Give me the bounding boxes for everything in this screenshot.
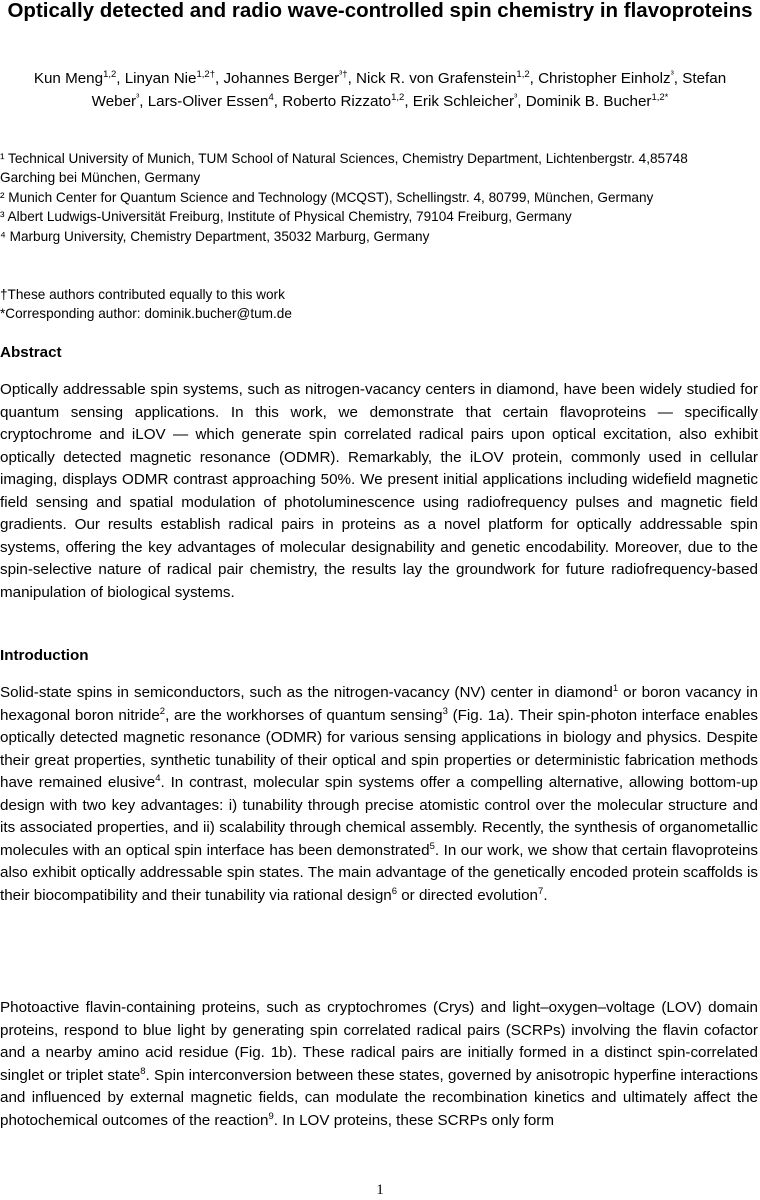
author-list: Kun Meng$^{1,2}$, Linyan Nie$^{1,2\dagger}$, Johannes Berger$^{^3\dagger}$, Nick R. von Grafenstein$^{1,2}$, Christopher Einholz$^{^3}$, Stefan Weber$^{^3}$, Lars-Oliver Essen$^4$, Roberto Rizzato$^{1,2}$, Erik Schleicher$^{^3}$, Dominik B. Bucher$^{1,2*}$ — [33, 68, 727, 110]
author-name: Stefan Weber — [91, 70, 727, 110]
author-affiliation-marker: 1,2 — [391, 91, 405, 103]
citation-marker: 1 — [612, 682, 619, 694]
introduction-heading: Introduction — [0, 647, 89, 664]
affiliation-line — [0, 207, 740, 226]
citation-marker: 2 — [159, 705, 166, 717]
author-name: Linyan Nie — [124, 70, 197, 87]
affiliation-marker: ⁴ — [0, 228, 6, 244]
author-name: Kun Meng — [33, 70, 104, 87]
affiliation-text: Munich Center for Quantum Science and Technology (MCQST), Schellingstr. 4, 80799, München, Germany — [4, 189, 654, 205]
introduction-paragraph-1: Solid-state spins in semiconductors, such as the nitrogen-vacancy (NV) center in diamond$^1$ or boron vacancy in hexagonal boron nitride$^2$, are the workhorses of quantum sensing$^3$ (Fig. 1a). Their spin-photon interface enables optically detected magnetic resonance (ODMR) for various sensing applications in biology and physics. Despite their great properties, synthetic tunability of their optical and spin properties or deterministic fabrication methods have remained elusive$^4$. In contrast, molecular spin systems offer a compelling alternative, allowing bottom-up design with two key advantages: i) tunability through precise atomistic control over the molecular structure and its associated properties, and ii) scalability through chemical assembly. Recently, the synthesis of organometallic molecules with an optical spin interface has been demonstrated$^5$. In our work, we show that certain flavoproteins also exhibit optically addressable spin states. The main advantage of the genetically encoded protein scaffolds is their biocompatibility and their tunability via rational design$^6$ or directed evolution$^7$. — [0, 682, 759, 904]
author-affiliation-marker: ³ — [136, 91, 140, 103]
affiliation-marker: ¹ — [0, 151, 5, 166]
author-name: Johannes Berger — [223, 70, 340, 87]
abstract-text: Optically addressable spin systems, such as nitrogen-vacancy centers in diamond, have been widely studied for quantum sensing applications. In this work, we demonstrate that certain flavoproteins — specifically cryptochrome and iLOV — which generate spin correlated radical pairs upon optical excitation, also exhibit optically detected magnetic resonance (ODMR). Remarkably, the iLOV protein, commonly used in cellular imaging, displays ODMR contrast approaching 50%. We present initial applications including widefield magnetic field sensing and spatial modulation of photoluminescence using radiofrequency pulses and magnetic field gradients. Our results establish radical pairs in proteins as a novel platform for optically addressable spin systems, offering the key advantages of molecular designability and genetic encodability. Moreover, due to the spin-selective nature of radical pair chemistry, the results lay the groundwork for future radiofrequency-based manipulation of biological systems. — [0, 381, 758, 601]
author-notes — [0, 285, 740, 324]
equal-contribution-note: †These authors contributed equally to this work — [0, 287, 285, 302]
author-affiliation-marker: 1,2 — [103, 68, 117, 80]
author-affiliation-marker: 4 — [268, 91, 274, 103]
author-name: Dominik B. Bucher — [525, 92, 652, 110]
citation-marker: 9 — [268, 1110, 274, 1122]
author-affiliation-marker: ³ — [670, 68, 674, 80]
author-affiliation-marker: ³† — [339, 68, 348, 80]
affiliation-text: Albert Ludwigs-Universität Freiburg, Institute of Physical Chemistry, 79104 Freiburg, Germany — [4, 209, 572, 225]
affiliation-marker: ² — [0, 189, 5, 205]
author-affiliation-marker: ³ — [514, 91, 518, 103]
author-name: Erik Schleicher — [412, 92, 515, 110]
introduction-paragraph-2: Photoactive flavin-containing proteins, such as cryptochromes (Crys) and light–oxygen–voltage (LOV) domain proteins, respond to blue light by generating spin correlated radical pairs (SCRPs) involving the flavin cofactor and a nearby amino acid residue (Fig. 1b). These radical pairs are initially formed in a distinct spin-correlated singlet or triplet state$^8$. Spin interconversion between these states, governed by anisotropic hyperfine interactions and influenced by external magnetic fields, can modulate the recombination kinetics and ultimately affect the photochemical outcomes of the reaction$^9$. In LOV proteins, these SCRPs only form — [0, 999, 758, 1129]
author-name: Lars-Oliver Essen — [147, 92, 269, 110]
author-name: Christopher Einholz — [538, 70, 671, 87]
corresponding-author-note: *Corresponding author: dominik.bucher@tum.de — [0, 306, 292, 322]
citation-marker: 5 — [429, 840, 435, 852]
affiliation-text: Marburg University, Chemistry Department, 35032 Marburg, Germany — [5, 228, 430, 244]
affiliations — [0, 149, 740, 246]
citation-marker: 3 — [442, 705, 448, 717]
abstract-heading: Abstract — [0, 344, 62, 361]
paper-title: Optically detected and radio wave-controlled spin chemistry in flavoproteins — [7, 0, 753, 22]
affiliation-line — [0, 188, 740, 207]
citation-marker: 4 — [155, 772, 161, 784]
affiliation-line — [0, 149, 740, 188]
author-affiliation-marker: 1,2 — [516, 68, 530, 80]
affiliation-marker: ³ — [0, 209, 5, 225]
author-name: Nick R. von Grafenstein — [356, 70, 517, 87]
citation-marker: 7 — [538, 885, 544, 897]
citation-marker: 8 — [140, 1065, 146, 1077]
author-name: Roberto Rizzato — [282, 92, 392, 110]
affiliation-text: Technical University of Munich, TUM School of Natural Sciences, Chemistry Department, Lichtenbergstr. 4,85748 Garching bei München, Germany — [0, 151, 688, 186]
author-affiliation-marker: 1,2* — [651, 91, 669, 103]
affiliation-line — [0, 227, 740, 246]
page-number: 1 — [376, 1182, 384, 1198]
citation-marker: 6 — [391, 885, 398, 897]
author-affiliation-marker: 1,2† — [196, 68, 215, 80]
